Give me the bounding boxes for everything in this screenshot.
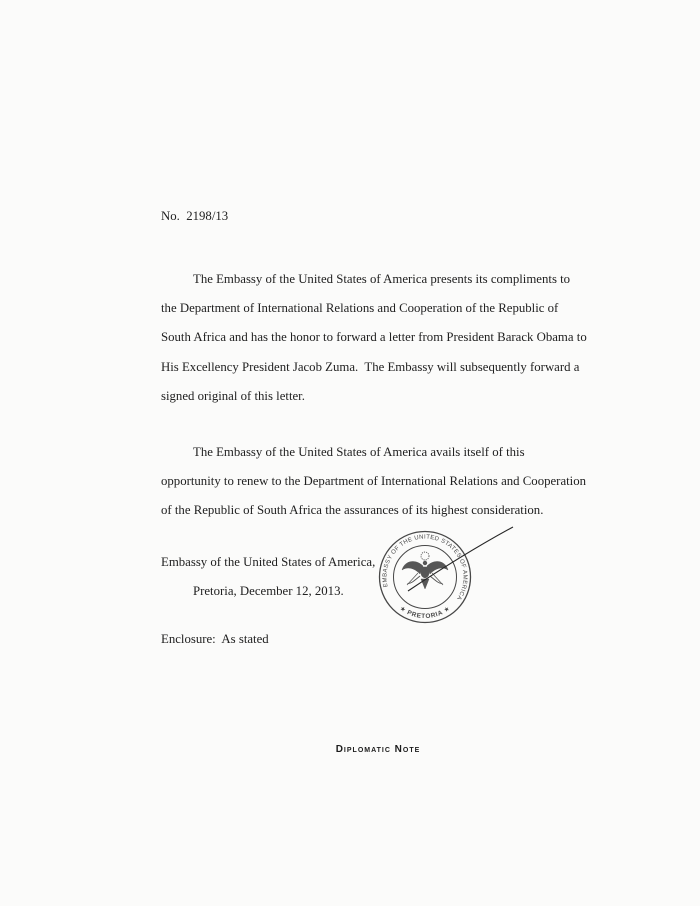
paragraph1-line-2: the Department of International Relations and Cooperation of the Republic of [161, 301, 559, 316]
signature-date-line: Pretoria, December 12, 2013. [193, 584, 344, 599]
paragraph2-line-3: of the Republic of South Africa the assurances of its highest consideration. [161, 503, 544, 518]
signature-embassy-line: Embassy of the United States of America, [161, 555, 376, 569]
enclosure-text: Enclosure: As stated [161, 632, 269, 646]
paragraph-1 [161, 265, 587, 411]
paragraph2-line-2: opportunity to renew to the Department of International Relations and Cooperation [161, 474, 587, 489]
seal-bottom-text: ★ PRETORIA ★ [398, 604, 452, 621]
paragraph2-line-1: The Embassy of the United States of America avails itself of this [193, 445, 525, 459]
reference-number [161, 202, 228, 231]
seal-top-text: EMBASSY OF THE UNITED STATES OF AMERICA [382, 534, 468, 601]
reference-number-text: No. 2198/13 [161, 209, 229, 223]
eagle-emblem [402, 552, 448, 589]
enclosure-line [161, 625, 269, 654]
signature-block [161, 548, 375, 606]
embassy-seal [370, 515, 520, 627]
paragraph1-line-4: His Excellency President Jacob Zuma. The Embassy will subsequently forward a [161, 359, 580, 374]
paragraph-2 [161, 438, 586, 526]
paragraph1-line-1: The Embassy of the United States of America presents its compliments to [193, 272, 571, 286]
paragraph1-line-3: South Africa and has the honor to forward a letter from President Barack Obama to [161, 330, 587, 345]
embassy-seal-graphic [370, 515, 520, 627]
paragraph1-line-5: signed original of this letter. [161, 388, 305, 403]
footer-label: Diplomatic Note [335, 744, 421, 755]
